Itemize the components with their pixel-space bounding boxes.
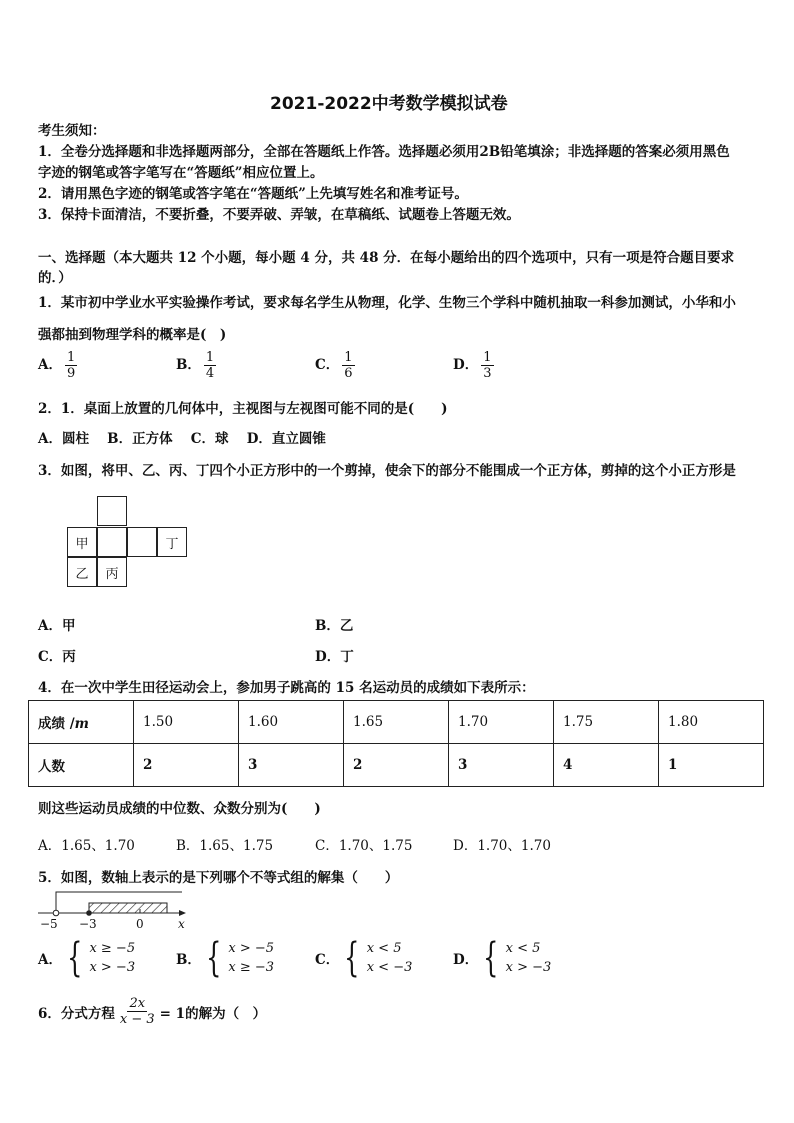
table-row — [29, 744, 764, 787]
inequality: x < 5 — [366, 941, 402, 956]
q5-stem: 5．如图，数轴上表示的是下列哪个不等式组的解集（ ） — [38, 870, 399, 886]
inequality-system — [453, 935, 552, 981]
table-cell: 1.75 — [554, 701, 659, 744]
table-cell: 4 — [554, 744, 659, 787]
fraction — [65, 350, 77, 381]
inequality: x ≥ −5 — [89, 941, 136, 956]
q5-option-a[interactable] — [38, 935, 136, 981]
net-cell-yi: 乙 — [67, 557, 97, 587]
option-label: C． — [315, 952, 340, 968]
numerator: 1 — [483, 350, 492, 365]
net-cell-ding: 丁 — [157, 527, 187, 557]
denominator: x − 3 — [119, 1012, 155, 1027]
q3-option-b[interactable]: B．乙 — [315, 618, 354, 634]
table-header-cell: 人数 — [29, 744, 134, 787]
numerator: 1 — [66, 350, 76, 365]
q3-option-a[interactable]: A．甲 — [38, 618, 76, 634]
denominator: 6 — [344, 366, 353, 381]
table-cell: 1.65 — [344, 701, 449, 744]
notice-item-1-cont: 字迹的钢笔或答字笔写在“答题纸”相应位置上。 — [38, 165, 324, 181]
score-table — [28, 700, 764, 787]
option-label: A． — [38, 357, 62, 373]
q1-option-d[interactable] — [453, 350, 494, 381]
inequality: x > −3 — [89, 960, 136, 975]
q1-option-b[interactable] — [176, 350, 216, 381]
q1-stem-line1: 1．某市初中学业水平实验操作考试，要求每名学生从物理，化学、生物三个学科中随机抽取一科参加测试，小华和小 — [38, 295, 736, 311]
table-cell: 2 — [134, 744, 239, 787]
q5-option-d[interactable] — [453, 935, 552, 981]
q2-stem: 2．1．桌面上放置的几何体中，主视图与左视图可能不同的是( ) — [38, 401, 448, 417]
brace-icon: { — [67, 935, 83, 981]
table-cell: 1.60 — [239, 701, 344, 744]
option-label: D． — [453, 357, 479, 373]
notice-heading: 考生须知： — [38, 123, 106, 139]
table-header-cell: 成绩 /m — [29, 701, 134, 744]
axis-label-zero: 0 — [136, 917, 144, 931]
q1-stem-line2: 强都抽到物理学科的概率是( ) — [38, 327, 227, 343]
denominator: 9 — [66, 366, 76, 381]
option-label: B． — [176, 357, 201, 373]
q4-stem: 4．在一次中学生田径运动会上，参加男子跳高的 15 名运动员的成绩如下表所示： — [38, 680, 535, 696]
notice-item-1: 1．全卷分选择题和非选择题两部分，全部在答题纸上作答。选择题必须用2B铅笔填涂；非选择题的答案必须用黑色 — [38, 144, 730, 160]
q3-stem: 3．如图，将甲、乙、丙、丁四个小正方形中的一个剪掉，使余下的部分不能围成一个正方体，剪掉的这个小正方形是 — [38, 463, 736, 479]
numerator: 1 — [344, 350, 353, 365]
net-cell-empty — [97, 496, 127, 526]
q6-stem — [38, 996, 266, 1027]
numerator: 1 — [205, 350, 215, 365]
q1-option-a[interactable] — [38, 350, 77, 381]
notice-item-3: 3．保持卡面清洁，不要折叠，不要弄破、弄皱，在草稿纸、试题卷上答题无效。 — [38, 207, 520, 223]
q4-follow: 则这些运动员成绩的中位数、众数分别为( ) — [38, 801, 321, 817]
inequality: x ≥ −3 — [228, 960, 275, 975]
net-cell-bing: 丙 — [97, 557, 127, 587]
q4-option-b[interactable]: B．1.65、1.75 — [176, 838, 274, 854]
denominator: 3 — [483, 366, 492, 381]
inequality-system — [176, 935, 275, 981]
q1-option-c[interactable] — [315, 350, 355, 381]
axis-label-neg3: −3 — [79, 917, 97, 931]
fraction — [204, 350, 216, 381]
table-row — [29, 701, 764, 744]
inequality: x > −3 — [505, 960, 552, 975]
q5-option-b[interactable] — [176, 935, 275, 981]
inequality: x > −5 — [228, 941, 275, 956]
number-line-figure — [34, 886, 194, 934]
net-cell-jia: 甲 — [67, 527, 97, 557]
q3-option-d[interactable]: D．丁 — [315, 649, 354, 665]
brace-icon: { — [483, 935, 499, 981]
q6-suffix: = 1的解为（ ） — [159, 1005, 267, 1022]
page-title: 2021-2022中考数学模拟试卷 — [270, 94, 508, 114]
numerator: 2x — [129, 996, 146, 1011]
denominator: 4 — [205, 366, 215, 381]
q2-options[interactable]: A．圆柱 B．正方体 C．球 D．直立圆锥 — [38, 431, 326, 447]
q6-prefix: 6．分式方程 — [38, 1005, 115, 1022]
brace-icon: { — [206, 935, 222, 981]
table-cell: 1 — [659, 744, 764, 787]
fraction — [342, 350, 354, 381]
inequality: x < 5 — [505, 941, 541, 956]
table-cell: 2 — [344, 744, 449, 787]
inequality-system — [315, 935, 413, 981]
q4-option-c[interactable]: C．1.70、1.75 — [315, 838, 413, 854]
option-label: B． — [176, 952, 201, 968]
net-cell-empty — [127, 527, 157, 557]
q4-option-a[interactable]: A．1.65、1.70 — [38, 838, 135, 854]
inequality-system — [38, 935, 136, 981]
option-label: A． — [38, 952, 62, 968]
q6-fraction — [118, 996, 157, 1027]
table-cell: 1.50 — [134, 701, 239, 744]
axis-label-x: x — [178, 917, 185, 931]
cube-net-figure — [67, 496, 187, 588]
notice-item-2: 2．请用黑色字迹的钢笔或答字笔在“答题纸”上先填写姓名和准考证号。 — [38, 186, 468, 202]
inequality: x < −3 — [366, 960, 413, 975]
option-label: D． — [453, 952, 479, 968]
net-cell-empty — [97, 527, 127, 557]
q4-option-d[interactable]: D．1.70、1.70 — [453, 838, 551, 854]
table-cell: 3 — [449, 744, 554, 787]
table-cell: 3 — [239, 744, 344, 787]
axis-label-neg5: −5 — [40, 917, 58, 931]
table-cell: 1.80 — [659, 701, 764, 744]
fraction — [481, 350, 493, 381]
option-label: C． — [315, 357, 340, 373]
q5-option-c[interactable] — [315, 935, 413, 981]
section-heading-line2: 的．） — [38, 270, 72, 286]
brace-icon: { — [344, 935, 360, 981]
q3-option-c[interactable]: C．丙 — [38, 649, 76, 665]
section-heading-line1: 一、选择题（本大题共 12 个小题，每小题 4 分，共 48 分．在每小题给出的四个选项中，只有一项是符合题目要求 — [38, 250, 735, 266]
table-cell: 1.70 — [449, 701, 554, 744]
